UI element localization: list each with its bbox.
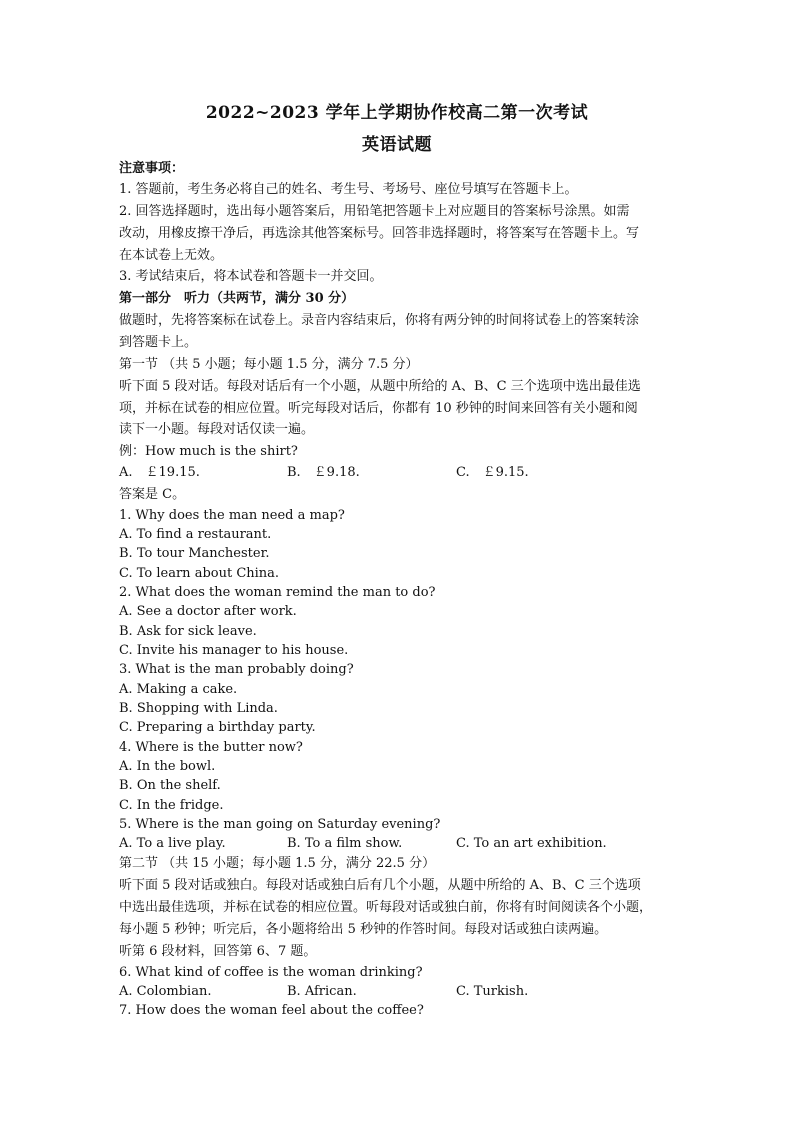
note-line: 1. 答题前，考生务必将自己的姓名、考生号、考场号、座位号填写在答题卡上。	[119, 182, 578, 197]
q6-option-a: A. Colombian.	[119, 984, 212, 999]
part1-intro-line: 做题时，先将答案标在试卷上。录音内容结束后，你将有两分钟的时间将试卷上的答案转涂	[119, 313, 640, 328]
example-question: 例：How much is the shirt?	[119, 444, 298, 459]
q5-option-c: C. To an art exhibition.	[456, 836, 607, 851]
question-line: B. Ask for sick leave.	[119, 624, 257, 639]
note-line: 在本试卷上无效。	[119, 248, 224, 263]
part1-heading: 第一部分 听力（共两节，满分 30 分）	[119, 291, 355, 306]
exam-subtitle: 英语试题	[362, 135, 432, 155]
question-line: B. Shopping with Linda.	[119, 701, 278, 716]
notes-heading: 注意事项：	[119, 161, 185, 176]
question-line: C. Invite his manager to his house.	[119, 643, 349, 658]
note-line: 改动，用橡皮擦干净后，再选涂其他答案标号。回答非选择题时，将答案写在答题卡上。写	[119, 226, 640, 241]
example-option-a: A. ￡19.15.	[119, 465, 200, 480]
question-line: A. See a doctor after work.	[119, 604, 297, 619]
q5-option-b: B. To a film show.	[287, 836, 403, 851]
q6-option-c: C. Turkish.	[456, 984, 529, 999]
question-line: 4. Where is the butter now?	[119, 740, 303, 755]
question-line: C. To learn about China.	[119, 566, 280, 581]
exam-title: 2022~2023 学年上学期协作校高二第一次考试	[205, 103, 589, 123]
part1-intro-line: 到答题卡上。	[119, 335, 198, 350]
question-line: A. Making a cake.	[119, 682, 238, 697]
section1-intro-line: 读下一小题。每段对话仅读一遍。	[119, 422, 315, 437]
example-option-b: B. ￡9.18.	[287, 465, 360, 480]
question-line: 1. Why does the man need a map?	[119, 508, 345, 523]
section2-intro-line: 每小题 5 秒钟；听完后，各小题将给出 5 秒钟的作答时间。每段对话或独白读两遍。	[119, 922, 608, 937]
material-line: 听第 6 段材料，回答第 6、7 题。	[119, 944, 317, 959]
section2-intro-line: 中选出最佳选项，并标在试卷的相应位置。听每段对话或独白前，你将有时间阅读各个小题，	[119, 900, 653, 915]
question-6: 6. What kind of coffee is the woman drinking?	[119, 965, 423, 980]
section1-intro-line: 听下面 5 段对话。每段对话后有一个小题，从题中所给的 A、B、C 三个选项中选出最佳选	[119, 379, 641, 394]
section1-intro-line: 项，并标在试卷的相应位置。听完每段对话后，你都有 10 秒钟的时间来回答有关小题和阅	[119, 401, 638, 416]
question-line: A. In the bowl.	[119, 759, 216, 774]
q6-option-b: B. African.	[287, 984, 357, 999]
section1-heading: 第一节 （共 5 小题；每小题 1.5 分，满分 7.5 分）	[119, 357, 419, 372]
question-line: 2. What does the woman remind the man to do?	[119, 585, 436, 600]
question-line: 5. Where is the man going on Saturday evening?	[119, 817, 441, 832]
section2-heading: 第二节 （共 15 小题；每小题 1.5 分，满分 22.5 分）	[119, 856, 436, 871]
q5-option-a: A. To a live play.	[119, 836, 226, 851]
example-answer: 答案是 C。	[119, 487, 186, 502]
question-line: B. To tour Manchester.	[119, 546, 270, 561]
question-7: 7. How does the woman feel about the coffee?	[119, 1003, 424, 1018]
question-line: B. On the shelf.	[119, 778, 221, 793]
question-line: 3. What is the man probably doing?	[119, 662, 354, 677]
question-line: C. Preparing a birthday party.	[119, 720, 316, 735]
question-line: A. To find a restaurant.	[119, 527, 272, 542]
note-line: 2. 回答选择题时，选出每小题答案后，用铅笔把答题卡上对应题目的答案标号涂黑。如需	[119, 204, 630, 219]
section2-intro-line: 听下面 5 段对话或独白。每段对话或独白后有几个小题，从题中所给的 A、B、C 三个选项	[119, 878, 641, 893]
note-line: 3. 考试结束后，将本试卷和答题卡一并交回。	[119, 269, 383, 284]
question-line: C. In the fridge.	[119, 798, 224, 813]
example-option-c: C. ￡9.15.	[456, 465, 529, 480]
